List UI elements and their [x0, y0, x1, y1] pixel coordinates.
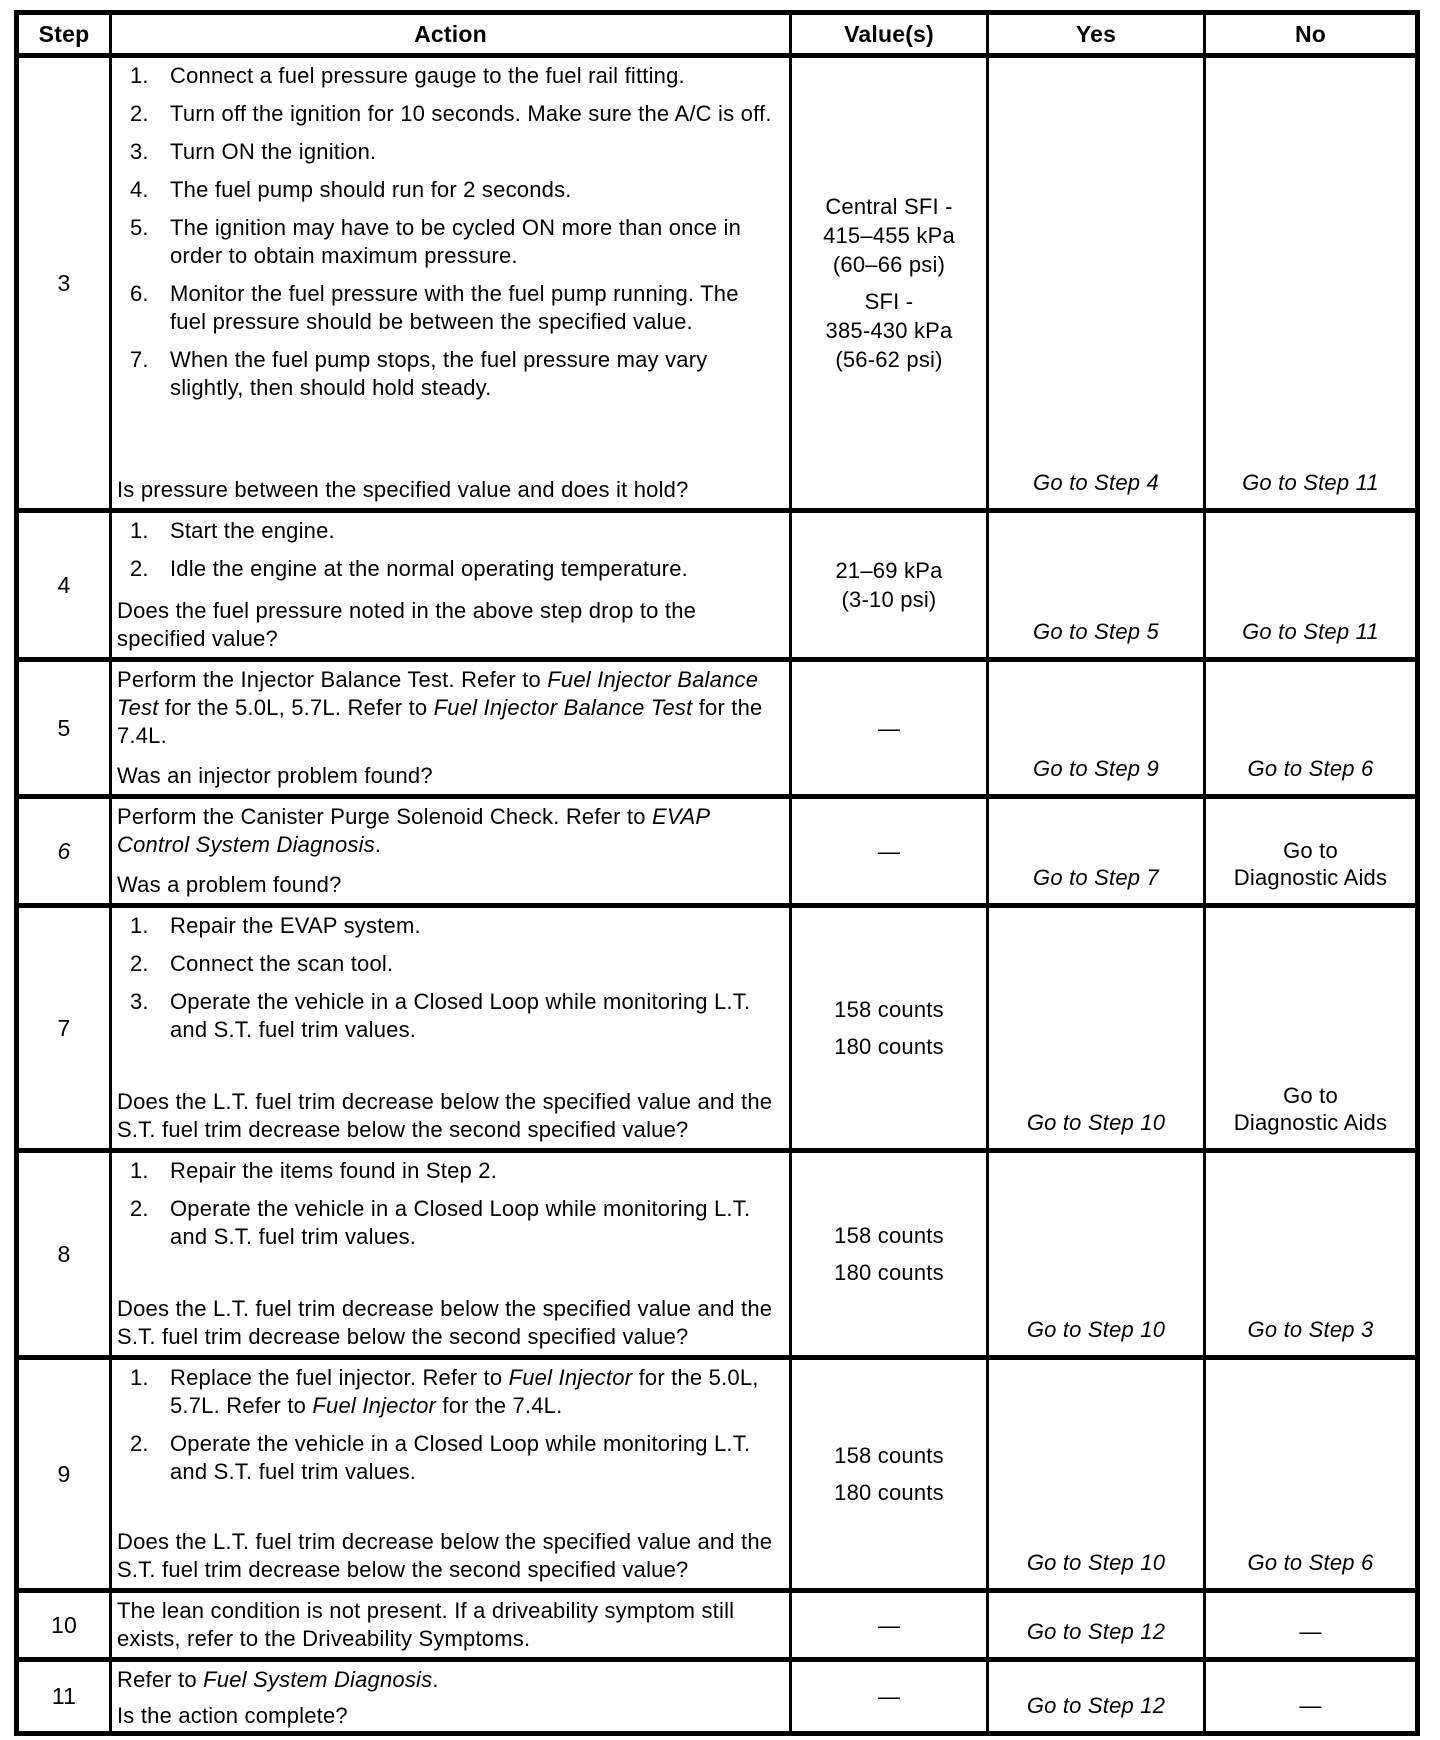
- value-line: 158 counts: [834, 997, 944, 1022]
- action-item: [117, 346, 781, 402]
- yes-cell-text: [993, 1692, 1199, 1719]
- item-text: [170, 1364, 781, 1420]
- item-text: [170, 138, 781, 166]
- no-cell-text: [1210, 1316, 1411, 1343]
- goto-line: Go to Step 12: [1026, 1693, 1166, 1718]
- no-cell-text: [1210, 469, 1411, 496]
- text: Was an injector problem found?: [117, 763, 433, 788]
- goto-line: Go to Step 11: [1242, 470, 1379, 495]
- action-lead: [117, 803, 781, 859]
- action-content: [117, 803, 781, 899]
- value-line: 385-430 kPa: [825, 318, 953, 343]
- item-number: 2.: [130, 1196, 149, 1221]
- value-line: —: [877, 715, 901, 741]
- value-cell: [791, 1591, 988, 1660]
- action-question: [117, 754, 781, 790]
- text: Idle the engine at the normal operating temperature.: [170, 556, 688, 581]
- action-question: [117, 1287, 781, 1351]
- action-question: [117, 589, 781, 653]
- no-cell-text: [1210, 1549, 1411, 1576]
- yes-cell-text: [993, 1109, 1199, 1136]
- step-number: 9: [57, 1460, 71, 1487]
- value-line: —: [877, 1612, 901, 1638]
- goto-line: Go to Step 12: [1026, 1619, 1166, 1644]
- yes-cell: [988, 906, 1205, 1151]
- yes-cell-text: [993, 1549, 1199, 1576]
- action-item: [117, 1195, 781, 1251]
- item-number: 4.: [130, 177, 149, 202]
- no-cell: [1205, 1358, 1418, 1591]
- action-lead: [117, 1597, 781, 1653]
- goto-line: Go to Step 5: [1033, 619, 1159, 644]
- action-content: [117, 666, 781, 790]
- action-question: [117, 468, 781, 504]
- goto-line: Go to Step 9: [1033, 756, 1159, 781]
- italic-text: Fuel Injector Balance Test: [117, 667, 759, 720]
- step-number: 4: [57, 571, 71, 598]
- action-cell: [111, 1660, 791, 1734]
- action-content: [117, 1364, 781, 1584]
- no-cell-text: [1210, 1082, 1411, 1136]
- goto-line: —: [1299, 1693, 1322, 1718]
- item-text: [170, 555, 781, 583]
- table-row-step-8: [17, 1151, 1418, 1358]
- step-cell: [17, 1660, 111, 1734]
- item-text: [170, 346, 781, 402]
- no-cell-text: [1210, 755, 1411, 782]
- text: .: [374, 832, 382, 857]
- text: The ignition may have to be cycled ON more than once in order to obtain maximum pressure.: [170, 215, 742, 268]
- step-number: 8: [57, 1240, 71, 1267]
- text: Is pressure between the specified value and does it hold?: [117, 477, 689, 502]
- goto-line: Diagnostic Aids: [1233, 865, 1388, 890]
- value-cell: [791, 56, 988, 511]
- value-group: [794, 1441, 984, 1470]
- header-action: Action: [111, 13, 791, 56]
- value-group: [794, 714, 984, 743]
- step-number: 11: [51, 1683, 77, 1709]
- text: for the 5.0L, 5.7L. Refer to: [158, 695, 434, 720]
- item-number: 7.: [130, 347, 149, 372]
- goto-line: Go to: [1283, 1083, 1338, 1108]
- text: for the 7.4L.: [436, 1393, 563, 1418]
- step-number: 5: [57, 714, 71, 741]
- item-text: [170, 988, 781, 1044]
- value-line: (56-62 psi): [835, 347, 943, 372]
- table-row-step-9: [17, 1358, 1418, 1591]
- value-group: [794, 1611, 984, 1640]
- yes-cell-text: [993, 755, 1199, 782]
- action-item: [117, 214, 781, 270]
- value-line: 158 counts: [834, 1443, 944, 1468]
- table-row-step-10: [17, 1591, 1418, 1660]
- item-number: 1.: [130, 518, 149, 543]
- text: Repair the EVAP system.: [170, 913, 421, 938]
- value-group: [794, 1682, 984, 1711]
- action-question: [117, 1520, 781, 1584]
- step-cell: [17, 56, 111, 511]
- action-cell: [111, 1591, 791, 1660]
- yes-cell: [988, 797, 1205, 906]
- text: Connect a fuel pressure gauge to the fuel rail fitting.: [170, 63, 685, 88]
- action-content: [117, 1157, 781, 1351]
- goto-line: —: [1299, 1619, 1322, 1644]
- item-number: 2.: [130, 101, 149, 126]
- action-item: [117, 950, 781, 978]
- yes-cell-text: [993, 1618, 1199, 1645]
- italic-text: Fuel System Diagnosis: [203, 1667, 433, 1692]
- goto-line: Go to Step 10: [1026, 1550, 1166, 1575]
- item-text: [170, 280, 781, 336]
- table-body: [17, 56, 1418, 1734]
- text: Replace the fuel injector. Refer to: [170, 1365, 509, 1390]
- step-cell: [17, 511, 111, 660]
- text: The fuel pump should run for 2 seconds.: [170, 177, 572, 202]
- header-values: Value(s): [791, 13, 988, 56]
- step-number: 10: [51, 1611, 77, 1638]
- item-text: [170, 517, 781, 545]
- value-cell: [791, 511, 988, 660]
- text: Turn off the ignition for 10 seconds. Make sure the A/C is off.: [170, 101, 772, 126]
- action-item: [117, 176, 781, 204]
- action-content: [117, 1597, 781, 1653]
- yes-cell: [988, 1660, 1205, 1734]
- action-cell: [111, 797, 791, 906]
- yes-cell: [988, 660, 1205, 797]
- value-group: [794, 1032, 984, 1061]
- no-cell-text: [1210, 1618, 1411, 1645]
- yes-cell: [988, 1151, 1205, 1358]
- action-cell: [111, 660, 791, 797]
- goto-line: Go to Step 4: [1033, 470, 1159, 495]
- yes-cell: [988, 1591, 1205, 1660]
- value-group: [794, 192, 984, 279]
- table-row-step-4: [17, 511, 1418, 660]
- action-question: [117, 1694, 781, 1730]
- action-item: [117, 138, 781, 166]
- header-yes: Yes: [988, 13, 1205, 56]
- yes-cell: [988, 1358, 1205, 1591]
- no-cell: [1205, 906, 1418, 1151]
- no-cell-text: [1210, 618, 1411, 645]
- goto-line: Diagnostic Aids: [1233, 1110, 1388, 1135]
- value-line: 180 counts: [834, 1034, 944, 1059]
- action-item: [117, 555, 781, 583]
- step-cell: [17, 797, 111, 906]
- action-item: [117, 517, 781, 545]
- value-line: (3-10 psi): [841, 587, 937, 612]
- yes-cell-text: [993, 864, 1199, 891]
- text: Monitor the fuel pressure with the fuel pump running. The fuel pressure should be between the specified value.: [170, 281, 739, 334]
- item-number: 1.: [130, 1365, 149, 1390]
- item-number: 1.: [130, 1158, 149, 1183]
- value-group: [794, 837, 984, 866]
- item-number: 6.: [130, 281, 149, 306]
- item-text: [170, 62, 781, 90]
- table-row-step-6: [17, 797, 1418, 906]
- text: Was a problem found?: [117, 872, 342, 897]
- value-group: [794, 1221, 984, 1250]
- no-cell: [1205, 56, 1418, 511]
- value-cell: [791, 660, 988, 797]
- goto-line: Go to Step 6: [1247, 1550, 1374, 1575]
- action-cell: [111, 1358, 791, 1591]
- step-number: 6: [57, 837, 71, 864]
- table-row-step-7: [17, 906, 1418, 1151]
- no-cell: [1205, 1151, 1418, 1358]
- value-line: 180 counts: [834, 1480, 944, 1505]
- value-cell: [791, 906, 988, 1151]
- value-line: —: [877, 1684, 901, 1709]
- value-cell: [791, 797, 988, 906]
- text: Turn ON the ignition.: [170, 139, 377, 164]
- goto-line: Go to Step 6: [1247, 756, 1374, 781]
- value-group: [794, 1258, 984, 1287]
- action-item: [117, 62, 781, 90]
- value-cell: [791, 1660, 988, 1734]
- item-number: 1.: [130, 63, 149, 88]
- italic-text: Fuel Injector: [312, 1393, 437, 1418]
- goto-line: Go to Step 7: [1033, 865, 1159, 890]
- item-text: [170, 176, 781, 204]
- value-cell: [791, 1151, 988, 1358]
- item-text: [170, 950, 781, 978]
- text: Operate the vehicle in a Closed Loop while monitoring L.T. and S.T. fuel trim values.: [170, 989, 751, 1042]
- item-number: 2.: [130, 951, 149, 976]
- no-cell: [1205, 511, 1418, 660]
- goto-line: Go to Step 10: [1026, 1110, 1166, 1135]
- text: The lean condition is not present. If a driveability symptom still exists, refer to the Driveability Symptoms.: [117, 1598, 735, 1651]
- action-item: [117, 1430, 781, 1486]
- text: Is the action complete?: [117, 1703, 348, 1728]
- step-number: 7: [57, 1014, 71, 1041]
- action-item: [117, 280, 781, 336]
- step-cell: [17, 1358, 111, 1591]
- yes-cell: [988, 511, 1205, 660]
- item-text: [170, 1430, 781, 1486]
- header-row: [17, 13, 1418, 56]
- text: Operate the vehicle in a Closed Loop while monitoring L.T. and S.T. fuel trim values.: [170, 1431, 751, 1484]
- text: Does the fuel pressure noted in the above step drop to the specified value?: [117, 598, 697, 651]
- yes-cell-text: [993, 618, 1199, 645]
- step-cell: [17, 1591, 111, 1660]
- item-text: [170, 1195, 781, 1251]
- action-item: [117, 912, 781, 940]
- value-group: [794, 995, 984, 1024]
- action-item: [117, 1364, 781, 1420]
- action-cell: [111, 56, 791, 511]
- value-line: 415–455 kPa: [823, 223, 955, 248]
- step-cell: [17, 906, 111, 1151]
- goto-line: Go to: [1283, 838, 1338, 863]
- action-item: [117, 988, 781, 1044]
- value-line: 158 counts: [834, 1223, 944, 1248]
- value-line: Central SFI -: [825, 194, 953, 219]
- text: for the 7.4L.: [117, 695, 763, 748]
- action-content: [117, 517, 781, 653]
- text: Operate the vehicle in a Closed Loop while monitoring L.T. and S.T. fuel trim values.: [170, 1196, 751, 1249]
- item-number: 1.: [130, 913, 149, 938]
- action-lead: [117, 666, 781, 750]
- text: Perform the Injector Balance Test. Refer to: [117, 667, 548, 692]
- no-cell-text: [1210, 1692, 1411, 1719]
- action-content: [117, 62, 781, 504]
- value-line: —: [877, 838, 901, 864]
- item-text: [170, 214, 781, 270]
- text: Connect the scan tool.: [170, 951, 394, 976]
- italic-text: EVAP Control System Diagnosis: [117, 804, 710, 857]
- item-text: [170, 100, 781, 128]
- value-line: 21–69 kPa: [835, 558, 943, 583]
- item-number: 3.: [130, 989, 149, 1014]
- action-content: [117, 912, 781, 1144]
- value-line: 180 counts: [834, 1260, 944, 1285]
- header-no: No: [1205, 13, 1418, 56]
- no-cell: [1205, 660, 1418, 797]
- text: Perform the Canister Purge Solenoid Check. Refer to: [117, 804, 652, 829]
- no-cell: [1205, 797, 1418, 906]
- item-number: 2.: [130, 556, 149, 581]
- action-cell: [111, 906, 791, 1151]
- item-number: 5.: [130, 215, 149, 240]
- value-cell: [791, 1358, 988, 1591]
- text: Refer to: [117, 1667, 204, 1692]
- table-row-step-11: [17, 1660, 1418, 1734]
- diagnostic-table: [14, 10, 1420, 1736]
- value-group: [794, 1478, 984, 1507]
- text: Does the L.T. fuel trim decrease below the specified value and the S.T. fuel trim decrease below the second specified value?: [117, 1296, 773, 1349]
- step-number: 3: [57, 269, 71, 296]
- text: Does the L.T. fuel trim decrease below the specified value and the S.T. fuel trim decrease below the second specified value?: [117, 1089, 773, 1142]
- text: for the 5.0L, 5.7L. Refer to: [170, 1365, 759, 1418]
- action-item: [117, 1157, 781, 1185]
- action-item: [117, 100, 781, 128]
- item-text: [170, 1157, 781, 1185]
- no-cell: [1205, 1660, 1418, 1734]
- action-question: [117, 863, 781, 899]
- value-group: [794, 287, 984, 374]
- step-cell: [17, 660, 111, 797]
- value-line: (60–66 psi): [832, 252, 946, 277]
- table-row-step-5: [17, 660, 1418, 797]
- item-text: [170, 912, 781, 940]
- item-number: 2.: [130, 1431, 149, 1456]
- yes-cell-text: [993, 1316, 1199, 1343]
- value-line: SFI -: [864, 289, 914, 314]
- action-question: [117, 1080, 781, 1144]
- italic-text: Fuel Injector Balance Test: [433, 695, 693, 720]
- text: When the fuel pump stops, the fuel pressure may vary slightly, then should hold steady.: [170, 347, 708, 400]
- goto-line: Go to Step 3: [1247, 1317, 1374, 1342]
- no-cell: [1205, 1591, 1418, 1660]
- yes-cell-text: [993, 469, 1199, 496]
- yes-cell: [988, 56, 1205, 511]
- action-content: [117, 1666, 781, 1727]
- table-row-step-3: [17, 56, 1418, 511]
- step-cell: [17, 1151, 111, 1358]
- diagnostic-table-sheet: [14, 10, 1420, 1736]
- item-number: 3.: [130, 139, 149, 164]
- action-cell: [111, 1151, 791, 1358]
- text: Start the engine.: [170, 518, 335, 543]
- value-group: [794, 556, 984, 614]
- header-step: Step: [17, 13, 111, 56]
- text: Repair the items found in Step 2.: [170, 1158, 498, 1183]
- goto-line: Go to Step 11: [1242, 619, 1379, 644]
- action-cell: [111, 511, 791, 660]
- text: .: [432, 1667, 439, 1692]
- italic-text: Fuel Injector: [508, 1365, 633, 1390]
- goto-line: Go to Step 10: [1026, 1317, 1166, 1342]
- text: Does the L.T. fuel trim decrease below the specified value and the S.T. fuel trim decrease below the second specified value?: [117, 1529, 773, 1582]
- no-cell-text: [1210, 837, 1411, 891]
- action-lead: [117, 1666, 781, 1694]
